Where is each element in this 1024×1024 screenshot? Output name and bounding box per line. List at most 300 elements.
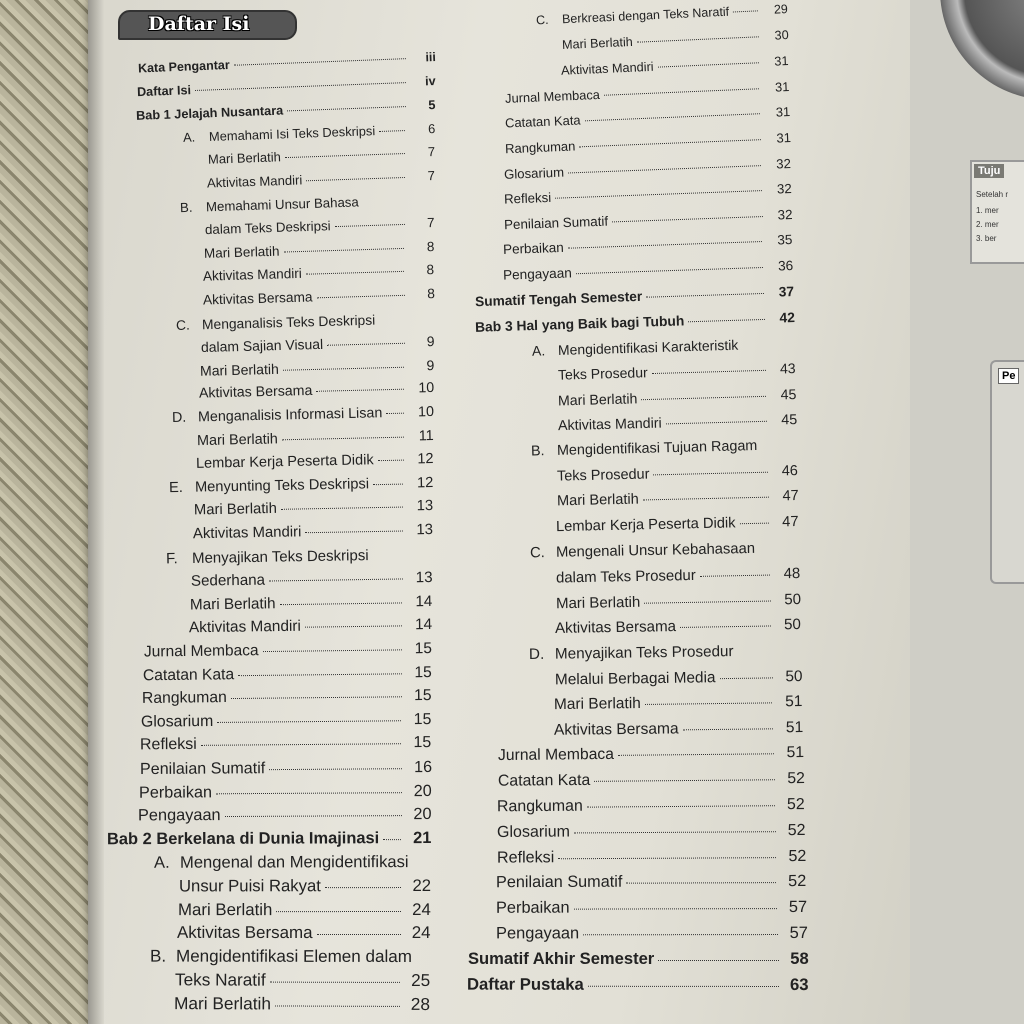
toc-entry [144, 640, 432, 666]
entry-page-number: 7 [427, 144, 436, 160]
entry-prefix [175, 352, 201, 353]
entry-page-number: 5 [428, 97, 436, 113]
dot-leader [305, 626, 402, 628]
toc-entry [149, 970, 430, 993]
entry-page-number: 8 [426, 262, 435, 278]
dot-leader [738, 652, 772, 653]
entry-page-number: 47 [781, 488, 799, 505]
entry-label: Daftar Isi [136, 82, 192, 99]
dot-leader [627, 883, 777, 885]
entry-prefix [177, 304, 203, 305]
entry-label: Catatan Kata [143, 665, 235, 684]
entry-page-number: 58 [789, 949, 809, 969]
toc-entry [142, 687, 432, 712]
entry-prefix [174, 376, 200, 377]
dot-leader [612, 216, 762, 222]
entry-page-number: 37 [778, 283, 795, 300]
entry-page-number: 45 [780, 411, 797, 429]
dot-leader [269, 579, 403, 582]
entry-page-number: 15 [414, 710, 432, 728]
entry-page-number: 6 [427, 120, 436, 137]
dot-leader [234, 58, 406, 66]
entry-page-number: 52 [788, 872, 807, 891]
entry-label: Lembar Kerja Peserta Didik [195, 452, 374, 473]
entry-label: Melalui Berbagai Media [554, 668, 716, 688]
entry-label: Mengidentifikasi Tujuan Ragam [557, 438, 758, 460]
toc-entry [151, 923, 431, 945]
entry-prefix [171, 445, 197, 446]
entry-page-number: 36 [778, 258, 794, 274]
entry-page-number [776, 449, 802, 450]
dot-leader [574, 908, 777, 910]
entry-prefix: F. [165, 549, 178, 567]
entry-page-number: 16 [413, 758, 432, 777]
entry-label: dalam Sajian Visual [200, 336, 323, 356]
entry-label: Mari Berlatih [207, 149, 282, 168]
dot-leader [305, 531, 403, 534]
entry-label: Aktivitas Bersama [554, 720, 679, 739]
toc-title: Daftar Isi [148, 13, 250, 35]
dot-leader [700, 575, 771, 577]
toc-entry [529, 591, 800, 618]
dot-leader [231, 696, 402, 699]
dot-leader [594, 779, 775, 782]
entry-label: Sederhana [190, 571, 266, 590]
entry-page-number: 13 [416, 522, 434, 539]
dot-leader [583, 934, 778, 935]
entry-page-number: 20 [412, 805, 432, 824]
entry-page-number: 32 [776, 155, 792, 172]
entry-label: Teks Prosedur [557, 364, 648, 384]
entry-label: Penilaian Sumatif [139, 759, 265, 779]
toc-entry [496, 924, 808, 946]
toc-entry [167, 522, 433, 549]
entry-label: Mari Berlatih [190, 595, 276, 614]
adjacent-tab-label: Pe [998, 368, 1019, 384]
entry-page-number [769, 348, 795, 349]
dot-leader [558, 857, 776, 859]
dot-leader [335, 224, 405, 227]
entry-label: Lembar Kerja Peserta Didik [556, 515, 737, 536]
entry-label: Menyunting Teks Deskripsi [194, 476, 370, 496]
entry-page-number: 13 [415, 569, 433, 587]
entry-page-number: 52 [787, 821, 806, 840]
entry-prefix: C. [175, 316, 190, 333]
entry-page-number: 24 [411, 899, 431, 919]
toc-entry [498, 770, 805, 795]
toc-entry [154, 852, 431, 875]
entry-label: Menganalisis Informasi Lisan [197, 405, 383, 426]
entry-page-number: 9 [426, 333, 435, 350]
entry-page-number: 48 [783, 565, 801, 583]
entry-prefix [173, 398, 199, 399]
entry-label: Aktivitas Mandiri [207, 172, 303, 191]
dot-leader [327, 343, 404, 346]
entry-label: Menganalisis Teks Deskripsi [201, 311, 375, 332]
toc-entry [107, 829, 431, 852]
entry-prefix [178, 281, 204, 282]
toc-entry [530, 565, 801, 592]
dot-leader [555, 190, 762, 199]
entry-page-number: 7 [427, 215, 436, 231]
entry-page-number: 63 [790, 974, 809, 994]
entry-label: Aktivitas Mandiri [557, 415, 662, 434]
entry-page-number: 24 [411, 923, 431, 943]
entry-page-number: 32 [777, 206, 793, 223]
entry-label: Teks Naratif [174, 969, 266, 990]
entry-page-number: 31 [774, 53, 790, 69]
dot-leader [238, 673, 402, 676]
entry-page-number: 35 [777, 232, 794, 248]
entry-page-number: 57 [789, 923, 808, 942]
dot-leader [282, 436, 404, 440]
toc-entry [532, 335, 795, 365]
entry-label: Mari Berlatih [196, 430, 278, 449]
dot-leader [325, 887, 401, 888]
dot-leader [216, 792, 402, 794]
dot-leader [269, 768, 402, 770]
toc-page [88, 0, 910, 1024]
entry-label: Glosarium [141, 712, 214, 731]
entry-label: Mari Berlatih [557, 390, 638, 409]
dot-leader [584, 114, 760, 122]
dot-leader [574, 831, 776, 833]
entry-page-number: 43 [779, 360, 796, 377]
entry-label: Mari Berlatih [193, 501, 277, 519]
dot-leader [276, 911, 400, 912]
entry-label: Mari Berlatih [199, 360, 279, 379]
toc-entry [531, 463, 798, 491]
dot-leader [576, 267, 763, 274]
dot-leader [201, 744, 401, 747]
entry-label: Menyajikan Teks Deskripsi [191, 546, 369, 567]
entry-label: Refleksi [496, 848, 555, 867]
entry-page-number: 14 [415, 616, 433, 634]
entry-label: Bab 2 Berkelana di Dunia Imajinasi [106, 828, 379, 849]
toc-entry [497, 847, 806, 871]
entry-label: Memahami Unsur Bahasa [206, 194, 360, 214]
entry-label: dalam Teks Deskripsi [205, 218, 332, 238]
entry-label: Bab 1 Jelajah Nusantara [135, 102, 284, 124]
toc-entry [165, 569, 433, 595]
dot-leader [316, 295, 404, 298]
entry-label: Aktivitas Bersama [198, 383, 313, 402]
adjacent-text: 2. mer [976, 220, 999, 229]
entry-prefix: D. [528, 645, 545, 664]
dot-leader [588, 986, 779, 987]
entry-prefix [170, 468, 196, 469]
adjacent-text: 1. mer [976, 206, 999, 215]
dot-leader [224, 815, 401, 817]
entry-label: Perbaikan [138, 782, 212, 802]
entry-prefix [182, 164, 208, 165]
adjacent-box [990, 360, 1024, 584]
dot-leader [688, 319, 765, 322]
dot-leader [740, 523, 769, 525]
entry-prefix: C. [535, 12, 549, 28]
entry-label: Mengenal dan Mengidentifikasi [179, 852, 409, 873]
dot-leader [579, 139, 761, 147]
dot-leader [743, 346, 765, 347]
entry-prefix [536, 49, 562, 50]
entry-prefix [530, 531, 556, 532]
entry-page-number: 51 [785, 693, 803, 711]
entry-prefix [532, 405, 558, 406]
entry-page-number: 32 [776, 181, 792, 197]
entry-label: Mengidentifikasi Karakteristik [558, 336, 739, 358]
entry-label: Jurnal Membaca [497, 746, 614, 765]
entry-page-number: 12 [417, 451, 434, 468]
entry-label: Jurnal Membaca [504, 86, 601, 106]
dot-leader [645, 703, 773, 706]
entry-label: Pengayaan [502, 265, 573, 283]
dot-leader [719, 677, 772, 679]
entry-prefix [531, 480, 557, 481]
toc-entry [168, 498, 434, 525]
entry-page-number: 15 [414, 687, 432, 705]
entry-prefix: E. [168, 479, 183, 496]
dot-leader [287, 106, 405, 111]
entry-label: Aktivitas Mandiri [561, 58, 655, 78]
dot-leader [680, 626, 771, 628]
entry-page-number: 52 [787, 795, 806, 813]
dot-leader [379, 130, 405, 132]
dot-leader [316, 389, 404, 392]
entry-label: Mari Berlatih [177, 899, 273, 919]
entry-label: Mari Berlatih [561, 34, 633, 52]
entry-page-number: 8 [426, 238, 435, 255]
dot-leader [568, 241, 763, 249]
toc-entry [467, 974, 809, 996]
toc-entry [141, 711, 432, 736]
dot-leader [653, 471, 767, 475]
dot-leader [379, 320, 405, 321]
entry-page-number: 21 [412, 828, 432, 847]
entry-page-number: 10 [417, 380, 434, 397]
entry-page-number: 31 [775, 130, 791, 146]
dot-leader [386, 413, 404, 414]
decorative-circle [940, 0, 1024, 100]
entry-page-number [409, 204, 435, 205]
entry-label: Pengayaan [495, 923, 580, 943]
entry-page-number: 7 [427, 168, 436, 184]
entry-page-number: 51 [786, 744, 804, 762]
dot-leader [377, 460, 403, 462]
dot-leader [218, 720, 402, 723]
toc-entry [530, 514, 799, 542]
entry-prefix [531, 506, 557, 507]
dot-leader [275, 1005, 400, 1006]
entry-label: Memahami Isi Teks Deskripsi [208, 122, 376, 144]
toc-entry [532, 386, 797, 415]
toc-entry [530, 540, 800, 567]
dot-leader [646, 293, 764, 298]
adjacent-tab-label: Tuju [974, 164, 1004, 178]
entry-prefix: C. [529, 544, 546, 561]
dot-leader [284, 248, 405, 253]
dot-leader [644, 600, 771, 603]
toc-entry [498, 744, 804, 769]
entry-label: Aktivitas Mandiri [192, 524, 302, 543]
dot-leader [373, 483, 403, 485]
toc-title-badge [118, 10, 297, 40]
entry-prefix [179, 234, 205, 235]
entry-page-number [774, 552, 800, 553]
toc-entry [497, 821, 806, 845]
entry-page-number: iii [425, 50, 437, 65]
toc-entry [140, 734, 431, 758]
entry-label: Mengidentifikasi Elemen dalam [175, 946, 412, 966]
dot-leader [307, 177, 406, 181]
dot-leader [270, 982, 401, 983]
toc-entry [531, 437, 798, 466]
entry-prefix: B. [180, 199, 194, 215]
entry-prefix [179, 258, 205, 259]
dot-leader [383, 839, 401, 840]
entry-page-number: 46 [781, 462, 799, 480]
entry-page-number: 9 [425, 356, 435, 373]
entry-page-number: 14 [415, 592, 433, 611]
entry-page-number: 42 [778, 309, 795, 326]
dot-leader [652, 370, 766, 374]
entry-label: Mari Berlatih [204, 243, 281, 261]
dot-leader [641, 396, 766, 400]
entry-label: Mari Berlatih [173, 993, 272, 1014]
entry-prefix: B. [531, 443, 546, 460]
entry-label: Glosarium [496, 822, 571, 842]
entry-page-number: 15 [414, 640, 433, 658]
entry-page-number: 12 [416, 474, 434, 492]
entry-label: Catatan Kata [497, 771, 590, 790]
entry-page-number: 29 [773, 2, 789, 17]
entry-page-number: 50 [785, 667, 803, 685]
entry-prefix: D. [171, 409, 187, 426]
entry-label: Penilaian Sumatif [503, 213, 609, 233]
entry-prefix: B. [149, 946, 167, 966]
entry-page-number [408, 323, 434, 324]
entry-label: Catatan Kata [504, 112, 581, 131]
entry-page-number: 52 [788, 846, 807, 865]
dot-leader [733, 10, 758, 12]
entry-page-number: 30 [774, 27, 789, 43]
entry-prefix [532, 380, 558, 381]
entry-label: Penilaian Sumatif [496, 873, 623, 892]
entry-page-number: 50 [784, 616, 802, 634]
entry-label: Refleksi [140, 736, 198, 754]
entry-label: Menyajikan Teks Prosedur [554, 643, 734, 663]
dot-leader [642, 497, 768, 501]
toc-entry [528, 719, 803, 744]
entry-page-number: 57 [789, 898, 808, 917]
dot-leader [281, 507, 403, 510]
entry-label: Aktivitas Bersama [202, 289, 313, 308]
entry-label: Aktivitas Bersama [555, 618, 677, 638]
toc-entry [531, 412, 797, 441]
adjacent-page [910, 0, 1024, 1024]
dot-leader [306, 271, 404, 275]
toc-entry [496, 872, 806, 895]
dot-leader [658, 960, 778, 961]
dot-leader [285, 153, 405, 158]
entry-label: Aktivitas Mandiri [189, 618, 302, 637]
entry-label: Rangkuman [497, 797, 584, 815]
entry-prefix [532, 430, 558, 431]
entry-label: Refleksi [503, 190, 552, 207]
entry-page-number: 15 [414, 663, 433, 681]
toc-entry [529, 616, 801, 642]
dot-leader [195, 82, 406, 91]
entry-page-number: 31 [774, 78, 790, 95]
entry-page-number: 47 [782, 514, 800, 531]
entry-label: Perbaikan [496, 898, 570, 917]
background-fabric [0, 0, 88, 1024]
toc-entry [170, 451, 434, 478]
dot-leader [636, 36, 758, 42]
dot-leader [282, 367, 404, 371]
toc-entry [532, 360, 796, 389]
toc-entry [163, 616, 432, 642]
entry-page-number: 22 [412, 876, 431, 896]
dot-leader [618, 754, 774, 757]
entry-prefix: A. [532, 342, 546, 359]
entry-page-number: 10 [417, 404, 434, 421]
toc-entry [139, 758, 431, 782]
entry-page-number: 25 [410, 970, 431, 991]
entry-page-number: 51 [785, 718, 804, 736]
entry-prefix [536, 75, 562, 76]
entry-page-number: 20 [413, 781, 432, 800]
toc-entry [164, 593, 433, 619]
entry-page-number: 28 [410, 993, 431, 1014]
entry-label: Mengenali Unsur Kebahasaan [555, 540, 756, 561]
entry-label: Teks Prosedur [556, 466, 650, 485]
toc-entry [148, 993, 430, 1016]
entry-label: Sumatif Akhir Semester [467, 949, 654, 969]
entry-label: Mari Berlatih [555, 593, 640, 613]
entry-label: Unsur Puisi Rakyat [178, 876, 321, 896]
dot-leader [683, 728, 774, 730]
entry-page-number: 13 [416, 498, 434, 515]
entry-label: Aktivitas Bersama [176, 923, 313, 943]
adjacent-text: 3. ber [976, 234, 997, 243]
entry-page-number: 15 [413, 734, 432, 752]
entry-prefix: A. [182, 129, 196, 145]
toc-entry [138, 805, 432, 828]
toc-entry [143, 664, 432, 689]
toc-entry [497, 796, 805, 820]
entry-label: Mari Berlatih [554, 695, 642, 714]
entry-label: Berkreasi dengan Teks Naratif [561, 4, 730, 27]
entry-label: Jurnal Membaca [144, 642, 259, 661]
entry-page-number: 8 [426, 286, 435, 302]
entry-label: Rangkuman [142, 689, 228, 708]
entry-prefix [181, 188, 207, 189]
dot-leader [658, 62, 759, 67]
toc-entry [529, 642, 802, 668]
entry-page-number: iv [424, 73, 436, 88]
dot-leader [316, 934, 400, 935]
toc-entry [172, 404, 434, 432]
entry-label: Mari Berlatih [556, 491, 639, 510]
dot-leader [263, 649, 402, 652]
toc-entry [468, 949, 809, 971]
entry-label: Bab 3 Hal yang Baik bagi Tubuh [474, 312, 685, 336]
dot-leader [363, 202, 405, 203]
entry-label: Pengayaan [137, 806, 221, 825]
entry-label: Perbaikan [503, 240, 565, 258]
toc-entry [166, 546, 433, 572]
toc-entry [528, 693, 803, 718]
